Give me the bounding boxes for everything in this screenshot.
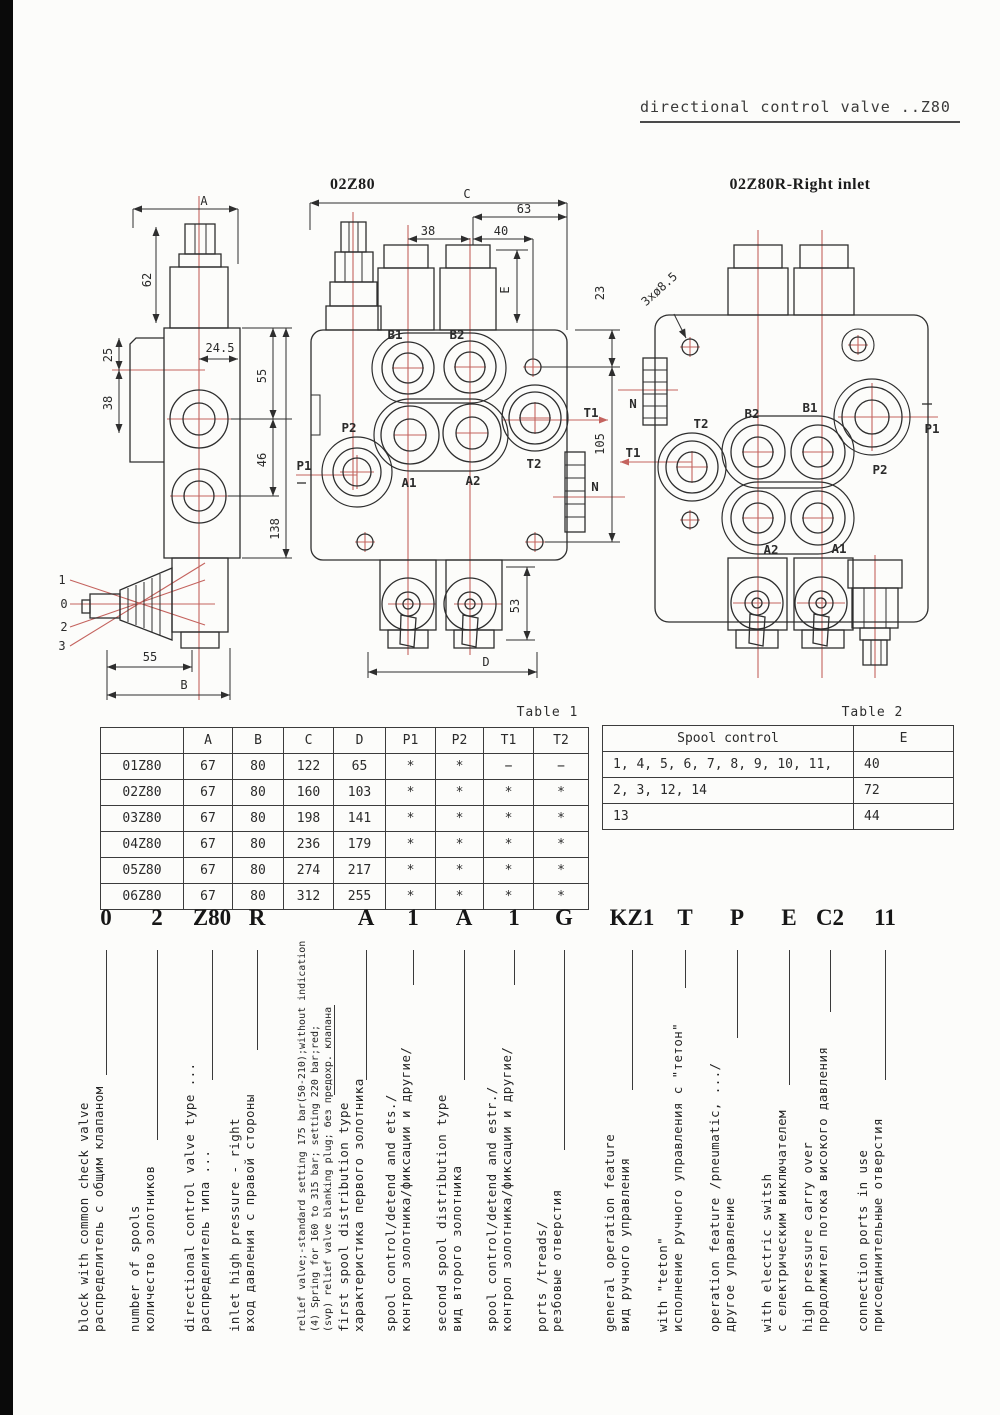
cell: 06Z80 <box>101 884 184 910</box>
t1-h6: P2 <box>436 728 484 754</box>
cell: * <box>436 806 484 832</box>
code-leader-line <box>564 950 565 1150</box>
code-desc-ru: распределитель типа ... <box>197 1149 212 1332</box>
cell: 80 <box>233 754 284 780</box>
cell: 03Z80 <box>101 806 184 832</box>
cell: * <box>484 884 534 910</box>
lever-pos-0: 0 <box>60 597 68 611</box>
cell: * <box>534 858 589 884</box>
code-leader-line <box>106 950 107 1075</box>
cell: 1, 4, 5, 6, 7, 8, 9, 10, 11, <box>603 752 854 778</box>
table-row <box>101 754 589 780</box>
dim-label-38m: 38 <box>420 224 436 238</box>
cell: 01Z80 <box>101 754 184 780</box>
code-desc-en: second spool distribution type <box>434 1094 449 1332</box>
code-leader-line <box>464 950 465 1080</box>
right-inlet-view-drawing <box>618 230 940 678</box>
code-desc-ru: контрол золотника/фиксации и другие/ <box>398 1046 413 1332</box>
code-desc-relief-valve <box>296 937 335 1332</box>
cell: 80 <box>233 806 284 832</box>
code-desc-ru: продолжител потока високого давления <box>815 1046 830 1332</box>
cell: * <box>386 858 436 884</box>
code-desc-spool-control-2 <box>484 952 514 1332</box>
dim-label-138: 138 <box>268 518 282 540</box>
cell: − <box>484 754 534 780</box>
port-label-p1: P1 <box>296 458 312 473</box>
code-desc-en: directional control valve type ... <box>182 1062 197 1332</box>
dim-label-40: 40 <box>493 224 509 238</box>
dim-label-b: B <box>180 678 188 692</box>
code-desc-spool-control-1 <box>383 952 413 1332</box>
code-char: 11 <box>874 905 896 930</box>
code-desc-en: inlet high pressure - right <box>227 1118 242 1332</box>
cell: 72 <box>854 778 954 804</box>
port-label-b2: B2 <box>449 327 465 342</box>
code-char: 1 <box>407 905 419 930</box>
code-leader-line <box>737 950 738 1038</box>
dim-label-e: E <box>498 286 512 294</box>
port-label-p2-r: P2 <box>872 462 888 477</box>
dim-label-a: A <box>200 194 208 208</box>
cell: 236 <box>284 832 334 858</box>
cell: * <box>386 780 436 806</box>
cell: 198 <box>284 806 334 832</box>
cell: 05Z80 <box>101 858 184 884</box>
cell: * <box>534 832 589 858</box>
cell: 67 <box>184 858 233 884</box>
code-desc-en: first spool distribution type <box>336 1102 351 1332</box>
dim-label-62: 62 <box>140 272 154 288</box>
code-char: E <box>781 905 797 930</box>
dim-label-55b: 55 <box>142 650 158 664</box>
cell: 02Z80 <box>101 780 184 806</box>
code-desc-en: connection ports in use <box>855 1149 870 1332</box>
code-desc-ru: количество золотников <box>142 1165 157 1332</box>
cell: 2, 3, 12, 14 <box>603 778 854 804</box>
code-desc-ru: (svp) relief valve blanking plug; без предохр. клапана <box>323 1006 334 1332</box>
port-label-a2: A2 <box>465 473 481 488</box>
table1-caption: Table 1 <box>516 705 579 720</box>
code-desc-en: general operation feature <box>602 1133 617 1332</box>
code-desc-ru: исполнение ручного управления с "тетон" <box>670 1022 685 1332</box>
port-label-t1: T1 <box>583 405 599 420</box>
port-label-a1: A1 <box>401 475 417 490</box>
dim-label-55: 55 <box>255 368 269 384</box>
code-desc-number-of-spools <box>127 952 157 1332</box>
cell: 103 <box>334 780 386 806</box>
t1-h3: C <box>284 728 334 754</box>
code-desc-ru: вид ручного управления <box>617 1157 632 1332</box>
cell: * <box>534 780 589 806</box>
cell: * <box>386 806 436 832</box>
code-desc-en: operation feature /pneumatic, .../ <box>707 1062 722 1332</box>
cell: * <box>484 806 534 832</box>
port-label-b2-r: B2 <box>744 406 760 421</box>
port-label-p2: P2 <box>341 420 357 435</box>
t1-h0 <box>101 728 184 754</box>
code-desc-en2: (4) Spring for 160 to 315 bar; setting 220 bar;red; <box>310 1024 321 1332</box>
cell: * <box>386 884 436 910</box>
port-label-t2-r: T2 <box>693 416 709 431</box>
table-row <box>603 752 954 778</box>
cell: * <box>534 884 589 910</box>
cell: * <box>534 806 589 832</box>
port-label-p1-r: P1 <box>924 421 940 436</box>
dim-label-46: 46 <box>255 452 269 468</box>
dim-label-245: 24.5 <box>205 341 235 355</box>
cell: 312 <box>284 884 334 910</box>
dim-label-105: 105 <box>593 433 607 455</box>
cell: 217 <box>334 858 386 884</box>
cell: 160 <box>284 780 334 806</box>
code-leader-line <box>632 950 633 1090</box>
code-desc-operation-feature <box>602 952 632 1332</box>
cell: 67 <box>184 780 233 806</box>
dim-label-38: 38 <box>101 395 115 411</box>
cell: 13 <box>603 804 854 830</box>
code-char: C2 <box>815 905 845 930</box>
code-leader-line <box>257 950 258 1050</box>
code-desc-en: spool control/detend and ets./ <box>383 1094 398 1332</box>
dim-label-25: 25 <box>101 347 115 363</box>
t2-h0: Spool control <box>603 726 854 752</box>
left-side-view-drawing <box>58 194 292 700</box>
code-desc-en: with "teton" <box>655 1236 670 1332</box>
code-desc-ru: другое управление <box>722 1197 737 1332</box>
cell: * <box>484 858 534 884</box>
code-leader-line <box>366 950 367 1080</box>
t1-h4: D <box>334 728 386 754</box>
code-leader-line <box>789 950 790 1085</box>
cell: * <box>484 832 534 858</box>
code-char: 2 <box>151 905 163 930</box>
code-desc-ru: с електрическим виключателем <box>774 1110 789 1332</box>
table2-caption: Table 2 <box>841 705 904 720</box>
cell: 274 <box>284 858 334 884</box>
dim-label-63: 63 <box>516 202 532 216</box>
code-desc-en: spool control/detend and estr./ <box>484 1086 499 1332</box>
code-leader-line <box>685 950 686 988</box>
code-desc-second-spool-type <box>434 952 464 1332</box>
front-view-drawing-02z80 <box>296 187 625 678</box>
cell: 04Z80 <box>101 832 184 858</box>
t2-h1: E <box>854 726 954 752</box>
dimensions-table <box>100 727 589 910</box>
dim-label-d: D <box>482 655 490 669</box>
code-desc-ru: вид второго золотника <box>449 1165 464 1332</box>
t1-h8: T2 <box>534 728 589 754</box>
cell: 179 <box>334 832 386 858</box>
port-label-n: N <box>591 479 599 494</box>
port-label-a1-r: A1 <box>831 541 847 556</box>
code-desc-ru: распределитель с общим клапаном <box>91 1086 106 1332</box>
code-desc-carry-over <box>800 952 830 1332</box>
t1-h7: T1 <box>484 728 534 754</box>
cell: 80 <box>233 780 284 806</box>
port-label-a2-r: A2 <box>763 542 779 557</box>
code-char: A <box>455 905 473 930</box>
table-header-row <box>603 726 954 752</box>
code-desc-inlet-right <box>227 952 257 1332</box>
code-desc-block-check-valve <box>76 952 106 1332</box>
port-label-t1-r: T1 <box>625 445 641 460</box>
cell: 67 <box>184 754 233 780</box>
code-char: G <box>555 905 573 930</box>
code-desc-ports-threads <box>534 952 564 1332</box>
code-desc-ru: вход давления с правой стороны <box>242 1094 257 1332</box>
cell: − <box>534 754 589 780</box>
code-char: P <box>729 905 745 930</box>
cell: 80 <box>233 832 284 858</box>
code-desc-electric-switch <box>759 952 789 1332</box>
lever-pos-2: 2 <box>60 620 68 634</box>
code-leader-line <box>157 950 158 1140</box>
table-row <box>101 832 589 858</box>
code-desc-valve-type <box>182 952 212 1332</box>
cell: * <box>436 884 484 910</box>
code-char: 1 <box>508 905 520 930</box>
code-desc-connection-ports <box>855 952 885 1332</box>
code-leader-line <box>212 950 213 1080</box>
cell: 122 <box>284 754 334 780</box>
code-desc-ru: присоединительные отверстия <box>870 1118 885 1332</box>
code-desc-en: relief valve;-standard setting 175 bar(50-210);without indication <box>297 940 308 1332</box>
code-desc-ru: резбовые отверстия <box>549 1189 564 1332</box>
cell: * <box>436 832 484 858</box>
code-desc-with-teton <box>655 952 685 1332</box>
code-char: A <box>357 905 375 930</box>
code-desc-en: number of spools <box>127 1205 142 1332</box>
table-row <box>603 778 954 804</box>
dim-label-c: C <box>463 187 471 201</box>
table-row <box>101 806 589 832</box>
code-desc-pneumatic <box>707 952 737 1332</box>
cell: 67 <box>184 832 233 858</box>
code-leader-line <box>413 950 414 985</box>
cell: 255 <box>334 884 386 910</box>
code-desc-ru: характеристика первого золотника <box>351 1078 366 1332</box>
code-char: R <box>248 905 266 930</box>
cell: * <box>386 754 436 780</box>
lever-pos-3: 3 <box>58 639 66 653</box>
code-desc-en: ports /treads/ <box>534 1221 549 1332</box>
cell: 141 <box>334 806 386 832</box>
cell: * <box>436 780 484 806</box>
code-char: Z80 <box>192 905 232 930</box>
code-leader-line <box>885 950 886 1080</box>
dim-label-23: 23 <box>593 285 607 301</box>
t1-h5: P1 <box>386 728 436 754</box>
code-desc-first-spool-type <box>336 952 366 1332</box>
code-desc-en: block with common check valve <box>76 1102 91 1332</box>
port-label-n-r: N <box>629 396 637 411</box>
cell: 67 <box>184 884 233 910</box>
t1-h2: B <box>233 728 284 754</box>
cell: 80 <box>233 858 284 884</box>
cell: 80 <box>233 884 284 910</box>
cell: 44 <box>854 804 954 830</box>
lever-pos-1: 1 <box>58 573 66 587</box>
cell: * <box>484 780 534 806</box>
t1-h1: A <box>184 728 233 754</box>
code-char: KZ1 <box>609 905 655 930</box>
port-label-b1: B1 <box>387 327 403 342</box>
cell: 67 <box>184 806 233 832</box>
table-row <box>603 804 954 830</box>
hole-note-label: 3xø8.5 <box>638 269 681 309</box>
right-view-title: 02Z80R-Right inlet <box>729 176 871 193</box>
cell: 40 <box>854 752 954 778</box>
table-header-row <box>101 728 589 754</box>
cell: * <box>386 832 436 858</box>
code-leader-line <box>830 950 831 1012</box>
dim-label-53: 53 <box>508 598 522 614</box>
middle-view-title: 02Z80 <box>330 176 376 193</box>
port-label-t2: T2 <box>526 456 542 471</box>
page-title: directional control valve ..Z80 <box>640 98 960 123</box>
port-label-b1-r: B1 <box>802 400 818 415</box>
spool-control-table <box>602 725 954 830</box>
cell: 65 <box>334 754 386 780</box>
table-row <box>101 858 589 884</box>
cell: * <box>436 754 484 780</box>
table-row <box>101 780 589 806</box>
code-leader-line <box>514 950 515 985</box>
cell: * <box>436 858 484 884</box>
code-desc-en: high pressure carry over <box>800 1141 815 1332</box>
code-desc-ru: контрол золотника/фиксации и другие/ <box>499 1046 514 1332</box>
code-desc-en: with electric switsh <box>759 1173 774 1332</box>
code-char: 0 <box>100 905 112 930</box>
code-char: T <box>677 905 693 930</box>
